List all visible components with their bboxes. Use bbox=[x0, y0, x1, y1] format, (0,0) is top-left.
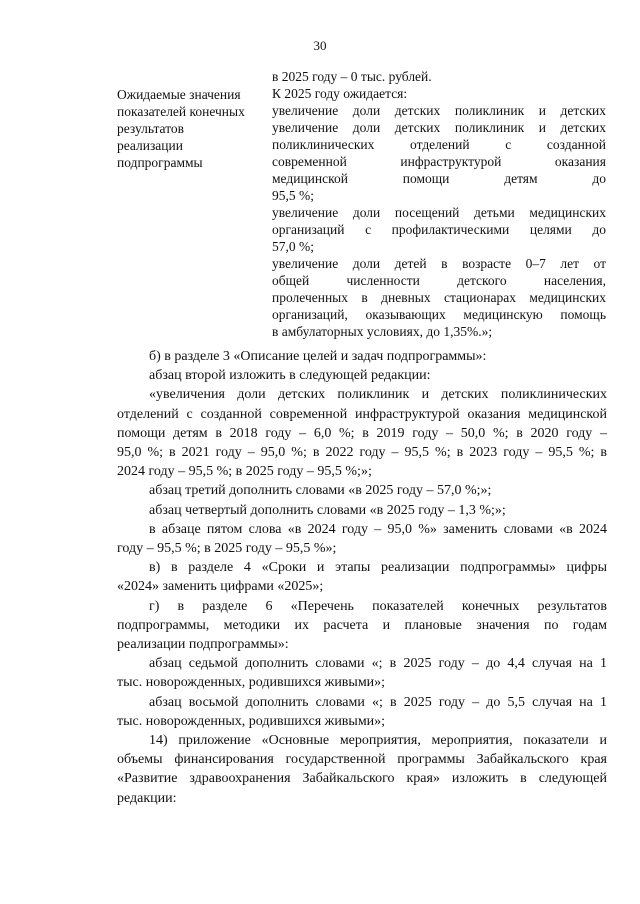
paragraph-line: 95,0 %; в 2021 году – 95,0 %; в 2022 году – 95,5 %; в 2023 году – 95,5 %; в bbox=[117, 445, 607, 461]
right-line: современной инфраструктурой оказания bbox=[272, 154, 606, 169]
paragraph-line: «увеличения доли детских поликлиник и детских поликлинических bbox=[149, 387, 607, 403]
paragraph-line: помощи детям в 2018 году – 6,0 %; в 2019 году – 50,0 %; в 2020 году – bbox=[117, 425, 607, 441]
right-line: 95,5 %; bbox=[272, 188, 314, 203]
paragraph-line: тыс. новорожденных, родившихся живыми»; bbox=[117, 713, 386, 729]
paragraph-line: в) в разделе 4 «Сроки и этапы реализации подпрограммы» цифры bbox=[149, 560, 607, 576]
paragraph-line: тыс. новорожденных, родившихся живыми»; bbox=[117, 675, 386, 691]
paragraph-line: подпрограммы, методики их расчета и плановые значения по годам bbox=[117, 617, 607, 633]
right-line: поликлинических отделений с созданной bbox=[272, 137, 606, 152]
paragraph-line: году – 95,5 %; в 2025 году – 95,5 %»; bbox=[117, 541, 337, 557]
paragraph-line: редакции: bbox=[117, 790, 177, 806]
right-line: пролеченных в дневных стационарах медицинских bbox=[272, 290, 606, 305]
right-line: К 2025 году ожидается: bbox=[272, 86, 408, 101]
right-line: общей численности детского населения, bbox=[272, 273, 606, 288]
paragraph-line: «Развитие здравоохранения Забайкальского края» изложить в следующей bbox=[117, 771, 607, 787]
paragraph-line: абзац третий дополнить словами «в 2025 году – 57,0 %;»; bbox=[149, 483, 492, 499]
paragraph-line: в абзаце пятом слова «в 2024 году – 95,0 %» заменить словами «в 2024 bbox=[149, 521, 607, 537]
paragraph-line: отделений с созданной современной инфраструктурой оказания медицинской bbox=[117, 406, 607, 422]
paragraph-line: абзац седьмой дополнить словами «; в 2025 году – до 4,4 случая на 1 bbox=[149, 656, 607, 672]
paragraph-line: г) в разделе 6 «Перечень показателей конечных результатов bbox=[149, 598, 607, 614]
right-line: организаций с профилактическими целями до bbox=[272, 222, 606, 237]
left-line: результатов bbox=[117, 121, 185, 136]
paragraph-line: б) в разделе 3 «Описание целей и задач подпрограммы»: bbox=[149, 349, 487, 364]
paragraph-line: абзац восьмой дополнить словами «; в 2025 году – до 5,5 случая на 1 bbox=[149, 694, 607, 710]
right-line: организаций, оказывающих медицинскую помощь bbox=[272, 307, 606, 322]
document-body bbox=[117, 347, 607, 808]
left-line: подпрограммы bbox=[117, 155, 203, 170]
left-line: реализации bbox=[117, 138, 183, 153]
paragraph-line: 14) приложение «Основные мероприятия, мероприятия, показатели и bbox=[149, 733, 607, 749]
paragraph-line: 2024 году – 95,5 %; в 2025 году – 95,5 %;»; bbox=[117, 464, 372, 480]
right-line: увеличение доли детских поликлиник и детских bbox=[272, 103, 606, 118]
left-line: показателей конечных bbox=[117, 104, 245, 119]
right-line: 57,0 %; bbox=[272, 239, 314, 254]
right-line: в амбулаторных условиях, до 1,35%.»; bbox=[272, 324, 493, 339]
table-left-column bbox=[117, 86, 262, 171]
right-line: медицинской помощи детям до bbox=[272, 171, 606, 186]
paragraph-line: «2024» заменить цифрами «2025»; bbox=[117, 579, 324, 595]
right-line: увеличение доли детских поликлиник и детских bbox=[272, 120, 606, 135]
right-line: увеличение доли детей в возрасте 0–7 лет от bbox=[272, 256, 606, 271]
table-right-column bbox=[272, 68, 606, 340]
paragraph-line: реализации подпрограммы»: bbox=[117, 637, 289, 653]
right-line: увеличение доли посещений детьми медицинских bbox=[272, 205, 606, 220]
left-line: Ожидаемые значения bbox=[117, 87, 241, 102]
paragraph-line: абзац четвертый дополнить словами «в 2025 году – 1,3 %;»; bbox=[149, 502, 506, 518]
right-line: в 2025 году – 0 тыс. рублей. bbox=[272, 69, 432, 84]
paragraph-line: абзац второй изложить в следующей редакции: bbox=[149, 368, 431, 384]
paragraph-line: объемы финансирования государственной программы Забайкальского края bbox=[117, 752, 607, 768]
page-number: 30 bbox=[313, 38, 327, 53]
